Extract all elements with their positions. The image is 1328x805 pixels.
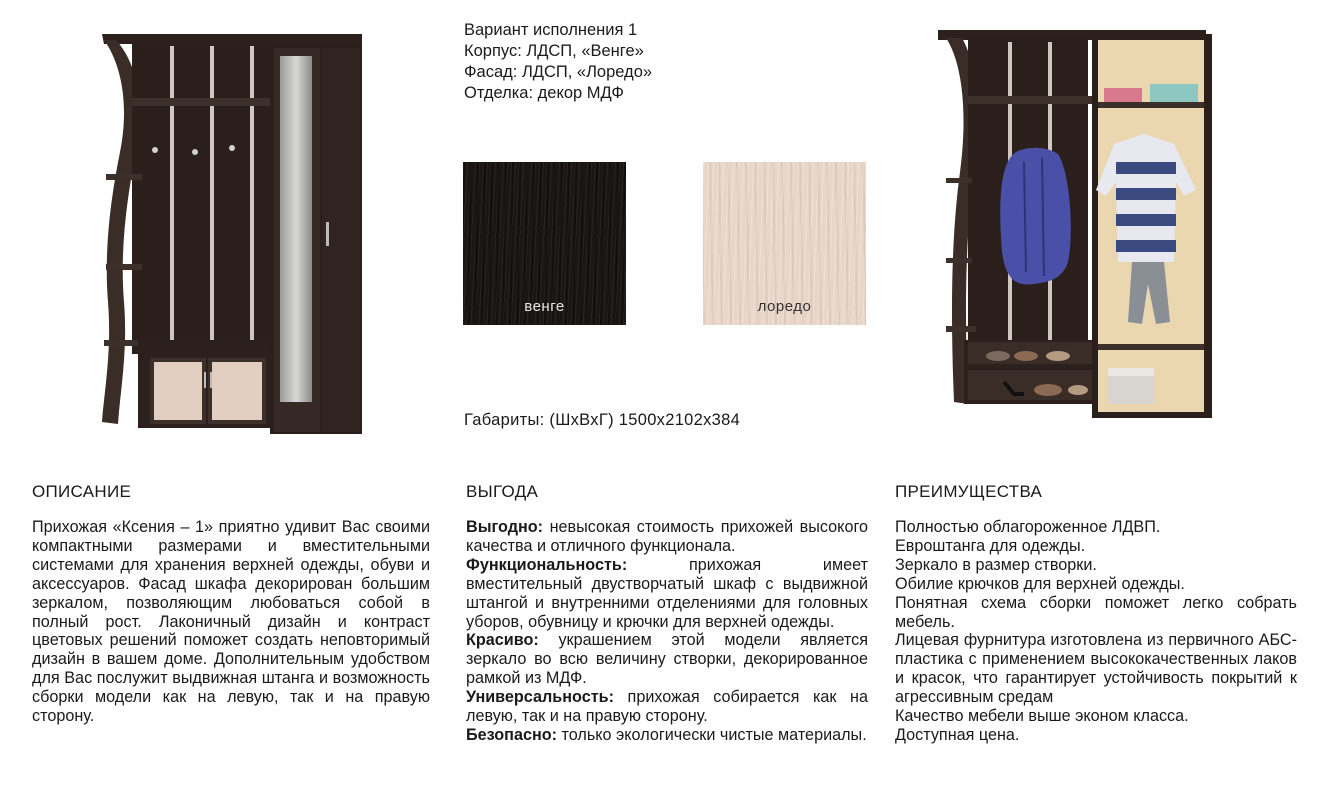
description-text: Прихожая «Ксения – 1» приятно удивит Вас своими компактными размерами и вместительными системами для хранения верхней одежды, обуви и аксессуаров. Фасад шкафа декорирован большим зеркалом, позволяющим любоваться собой в полный рост. Лаконичный дизайн и контраст цветовых решений поможет создать неповторимый дизайн в вашем доме. Дополнительным удобством для Вас послужит выдвижная штанга и возможность сборки модели как на левую, так и на правую сторону.	[32, 518, 430, 726]
advantage-item: Лицевая фурнитура изготовлена из первичного АБС-пластика с применением высококачественных лаков и красок, что гарантирует устойчивость покрытий к агрессивным средам	[895, 631, 1297, 707]
benefit-term: Выгодно:	[466, 518, 544, 536]
benefit-item	[466, 726, 868, 745]
benefit-item	[466, 556, 868, 632]
facade-material: Фасад: ЛДСП, «Лоредо»	[464, 63, 653, 81]
benefit-text: украшением этой модели является зеркало во всю величину створки, декорированное рамкой из МДФ.	[466, 631, 868, 688]
swatch-wenge	[463, 162, 626, 325]
advantage-item: Еврoштанга для одежды.	[895, 536, 1086, 555]
advantage-item: Обилие крючков для верхней одежды.	[895, 574, 1185, 593]
benefit-item	[466, 518, 868, 556]
advantage-item: Зеркало в размер створки.	[895, 555, 1097, 574]
swatch-wenge-label: венге	[524, 298, 565, 315]
benefit-text: прихожая имеет вместительный двустворчатый шкаф с выдвижной штангой и внутренними отделениями для головных уборов, обувницу и крючки для верхней одежды.	[466, 555, 868, 631]
benefit-term: Универсальность:	[466, 688, 614, 707]
benefit-list	[466, 518, 868, 745]
benefit-item	[466, 631, 868, 688]
swatch-loredo-label: лоредо	[757, 298, 812, 315]
benefit-text: невысокая стоимость прихожей высокого качества и отличного функционала.	[466, 518, 868, 555]
advantage-item: Полностью облагороженное ЛДВП.	[895, 518, 1161, 536]
benefit-text: прихожая собирается как на левую, так и на правую сторону.	[466, 688, 868, 726]
body-material: Корпус: ЛДСП, «Венге»	[464, 42, 644, 60]
benefit-text: только экологически чистые материалы.	[557, 725, 867, 744]
variant-title: Вариант исполнения 1	[464, 21, 638, 39]
benefit-item	[466, 688, 868, 726]
swatch-loredo	[703, 162, 866, 325]
advantage-item: Доступная цена.	[895, 725, 1020, 744]
benefit-heading: ВЫГОДА	[466, 482, 539, 501]
finish-material: Отделка: декор МДФ	[464, 84, 624, 102]
benefit-term: Красиво:	[466, 631, 539, 650]
advantage-item: Качество мебели выше эконом класса.	[895, 707, 1189, 726]
advantage-item: Понятная схема сборки поможет легко собрать мебель.	[895, 593, 1297, 631]
hallway-closed-image	[90, 22, 380, 436]
description-heading: ОПИСАНИЕ	[32, 482, 132, 501]
benefit-term: Безопасно:	[466, 725, 558, 744]
variant-info	[464, 20, 652, 104]
advantages-list	[895, 518, 1297, 745]
benefit-term: Функциональность:	[466, 555, 628, 574]
hallway-open-image	[938, 22, 1228, 432]
dimensions: Габариты: (ШхВхГ) 1500х2102х384	[464, 411, 741, 429]
advantages-heading: ПРЕИМУЩЕСТВА	[895, 482, 1043, 501]
